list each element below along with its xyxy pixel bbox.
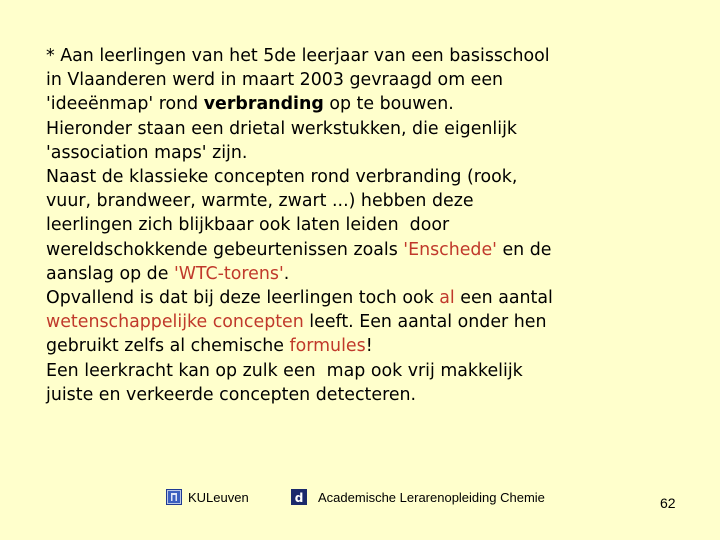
- text-segment: 'ideeënmap' rond: [46, 94, 204, 115]
- text-line: [46, 189, 686, 213]
- text-line: [46, 334, 686, 358]
- highlighted-text: 'WTC-torens': [173, 263, 284, 284]
- text-line: [46, 262, 686, 286]
- highlighted-text: wetenschappelijke concepten: [46, 312, 304, 333]
- footer-kuleuven-label: KULeuven: [188, 489, 249, 505]
- text-line: [46, 238, 686, 262]
- highlighted-text: formules: [289, 336, 366, 357]
- text-line: [46, 310, 686, 334]
- page-number: 62: [660, 495, 676, 511]
- bold-keyword: verbranding: [203, 94, 324, 115]
- text-line: [46, 359, 686, 383]
- text-line: [46, 286, 686, 310]
- text-segment: Hieronder staan een drietal werkstukken, die eigenlijk: [46, 118, 517, 139]
- text-segment: vuur, brandweer, warmte, zwart ...) hebben deze: [46, 191, 474, 212]
- text-segment: Opvallend is dat bij deze leerlingen toch ook: [46, 288, 440, 309]
- text-segment: Een leerkracht kan op zulk een map ook vrij makkelijk: [46, 360, 523, 381]
- slide-body-text: [46, 44, 686, 407]
- text-segment: leerlingen zich blijkbaar ook laten leiden door: [46, 215, 450, 236]
- text-segment: leeft. Een aantal onder hen: [303, 312, 547, 333]
- highlighted-text: 'Enschede': [403, 239, 497, 260]
- text-line: [46, 165, 686, 189]
- footer-kuleuven: [166, 489, 249, 505]
- highlighted-text: al: [439, 288, 455, 309]
- text-line: [46, 92, 686, 116]
- text-segment: in Vlaanderen werd in maart 2003 gevraagd om een: [46, 70, 504, 91]
- text-line: [46, 141, 686, 165]
- text-line: [46, 117, 686, 141]
- text-line: [46, 44, 686, 68]
- footer-alc: [291, 489, 545, 505]
- svg-text:d: d: [294, 491, 304, 505]
- alc-logo-icon: [291, 489, 307, 505]
- text-segment: op te bouwen.: [323, 94, 454, 115]
- text-segment: 'association maps' zijn.: [46, 142, 248, 163]
- text-segment: aanslag op de: [46, 263, 174, 284]
- text-segment: Naast de klassieke concepten rond verbranding (rook,: [46, 167, 518, 188]
- text-segment: !: [365, 336, 373, 357]
- text-line: [46, 383, 686, 407]
- text-line: [46, 68, 686, 92]
- text-segment: juiste en verkeerde concepten detecteren.: [46, 384, 417, 405]
- text-segment: een aantal: [454, 288, 553, 309]
- text-segment: en de: [496, 239, 552, 260]
- kuleuven-logo-icon: [166, 489, 182, 505]
- text-segment: .: [283, 263, 290, 284]
- text-segment: gebruikt zelfs al chemische: [46, 336, 290, 357]
- text-line: [46, 213, 686, 237]
- footer-alc-label: Academische Lerarenopleiding Chemie: [318, 489, 545, 505]
- text-segment: * Aan leerlingen van het 5de leerjaar van een basisschool: [46, 46, 550, 66]
- text-segment: wereldschokkende gebeurtenissen zoals: [46, 239, 404, 260]
